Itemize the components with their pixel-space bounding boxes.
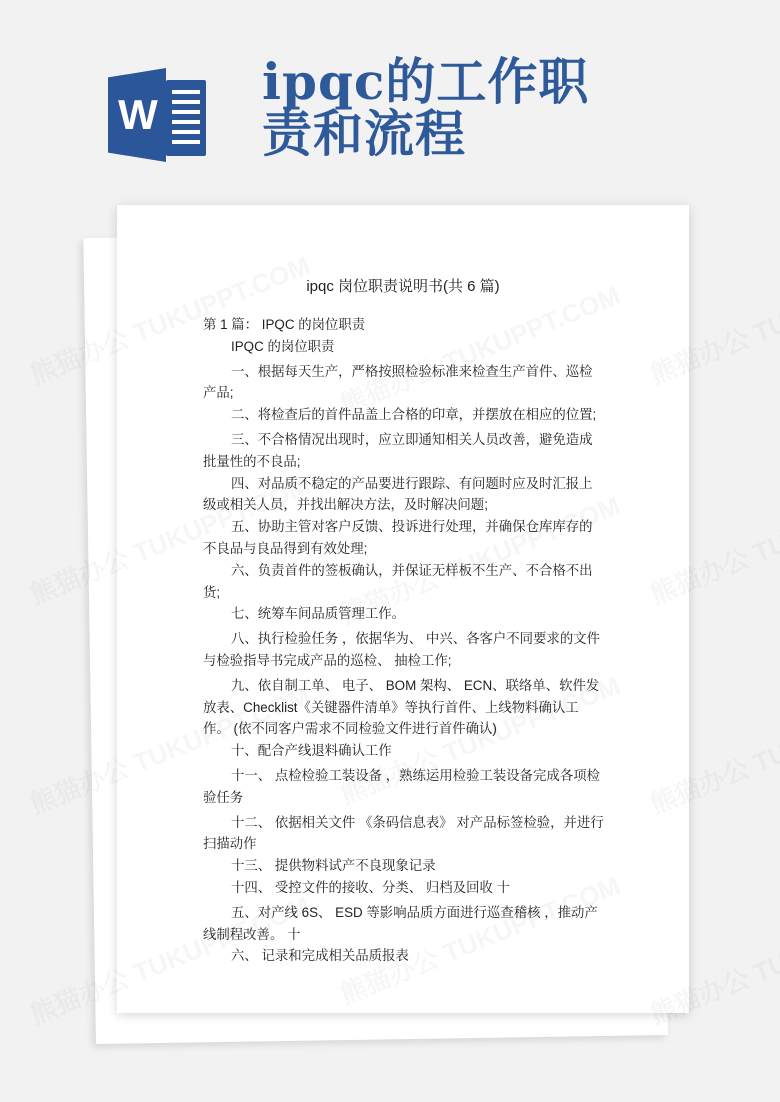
header-banner xyxy=(0,0,780,200)
paragraph: 五、对产线 6S、 ESD 等影响品质方面进行巡查稽核 ，推动产线制程改善。 十 xyxy=(203,904,598,942)
paragraph: 六、 记录和完成相关品质报表 xyxy=(231,948,409,964)
paragraph: 第 1 篇： IPQC 的岗位职责 xyxy=(203,317,366,332)
paragraph: 十四、 受控文件的接收、分类、 归档及回收 十 xyxy=(231,879,510,895)
document-title: ipqc 岗位职责说明书(共 6 篇) xyxy=(306,278,500,295)
paragraph: 六、负责首件的签板确认，并保证无样板不生产、不合格不出货; xyxy=(203,562,593,600)
paragraph: 八、执行检验任务 ，依据华为、 中兴、各客户不同要求的文件与检验指导书完成产品的巡检、 抽检工作; xyxy=(203,631,600,668)
paragraph: 十三、 提供物料试产不良现象记录 xyxy=(231,858,436,874)
page-title: ipqc的工作职责和流程 xyxy=(262,52,590,163)
paragraph: 二、将检查后的首件品盖上合格的印章，并摆放在相应的位置; xyxy=(231,407,597,423)
paragraph: 十二、 依据相关文件 《条码信息表》 对产品标签检验，并进行扫描动作 xyxy=(203,814,604,852)
paragraph: 九、依自制工单、 电子、 BOM 架构、 ECN、联络单、软件发放表、Checklist《关键器件清单》等执行首件、上线物料确认工作。 (依不同客户需求不同检验文件进行首件确认) xyxy=(203,677,600,737)
paragraph: 十一、 点检检验工装设备 ，熟练运用检验工装设备完成各项检验任务 xyxy=(203,767,600,805)
paragraph: 五、协助主管对客户反馈、投诉进行处理，并确保仓库库存的不良品与良品得到有效处理; xyxy=(203,519,593,556)
paragraph: 十、配合产线退料确认工作 xyxy=(231,743,392,759)
paragraph: IPQC 的岗位职责 xyxy=(231,338,335,354)
paragraph: 三、不合格情况出现时，应立即通知相关人员改善，避免造成批量性的不良品; xyxy=(203,431,593,469)
paragraph: 四、对品质不稳定的产品要进行跟踪、有问题时应及时汇报上级或相关人员，并找出解决方法，及时解决问题; xyxy=(203,475,593,513)
paragraph: 七、统筹车间品质管理工作。 xyxy=(231,606,406,622)
paragraph: 一、根据每天生产，严格按照检验标准来检查生产首件、巡检产品; xyxy=(203,363,593,401)
word-letter-icon: W xyxy=(118,91,158,138)
document-page xyxy=(117,205,689,1013)
document-lines-icon xyxy=(166,80,206,156)
word-document-icon xyxy=(108,68,210,162)
document-body xyxy=(203,314,605,967)
